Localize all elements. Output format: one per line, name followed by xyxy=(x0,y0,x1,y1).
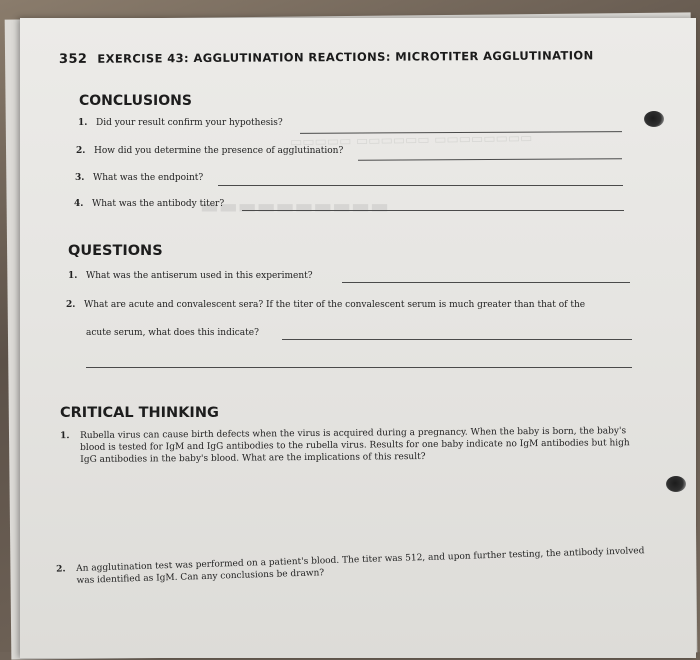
conclusion-item-3: 3. What was the endpoint? xyxy=(75,173,204,183)
question-item-2-continuation: acute serum, what does this indicate? xyxy=(86,328,259,338)
bleed-through-text: ▭▭▭▭▭ ▭▭▭▭▭▭ ▭▭▭▭▭▭▭▭ xyxy=(289,130,533,151)
answer-line xyxy=(342,282,630,283)
answer-line xyxy=(218,185,623,186)
conclusion-item-2: 2. How did you determine the presence of agglutination? xyxy=(76,146,344,156)
conclusion-item-4: 4. What was the antibody titer? xyxy=(74,199,225,209)
question-item-2: 2. What are acute and convalescent sera? If the titer of the convalescent serum is much greater than that of the xyxy=(66,300,586,310)
questions-heading: QUESTIONS xyxy=(68,243,163,259)
answer-line xyxy=(86,367,632,368)
page-number: 352 xyxy=(58,51,88,67)
answer-line xyxy=(282,339,632,340)
conclusions-heading: CONCLUSIONS xyxy=(79,93,192,109)
bleed-through-text: ▬▬▬▬▬▬▬▬▬▬ xyxy=(200,194,389,218)
binder-hole xyxy=(666,476,686,492)
binder-hole xyxy=(644,111,664,127)
question-item-1: 1. What was the antiserum used in this experiment? xyxy=(68,271,313,281)
answer-line xyxy=(242,210,624,211)
critical-thinking-heading: CRITICAL THINKING xyxy=(60,405,219,421)
conclusion-item-1: 1. Did your result confirm your hypothesis? xyxy=(78,118,283,128)
critical-thinking-item-2: 2. An agglutination test was performed on a patient's blood. The titer was 512, and upon further testing, the antibody involved was identified as IgM. Can any conclusions be drawn? xyxy=(56,546,645,586)
exercise-title: EXERCISE 43: AGGLUTINATION REACTIONS: MICROTITER AGGLUTINATION xyxy=(97,48,594,66)
critical-thinking-item-1: 1. Rubella virus can cause birth defects when the virus is acquired during a pregnancy. When the baby is born, the baby's blood is tested for IgM and IgG antibodies to the rubella virus. Results for one baby indicate no IgM antibodies but high IgG antibodies in the baby's blood. What are the implications of this result? xyxy=(60,426,630,465)
